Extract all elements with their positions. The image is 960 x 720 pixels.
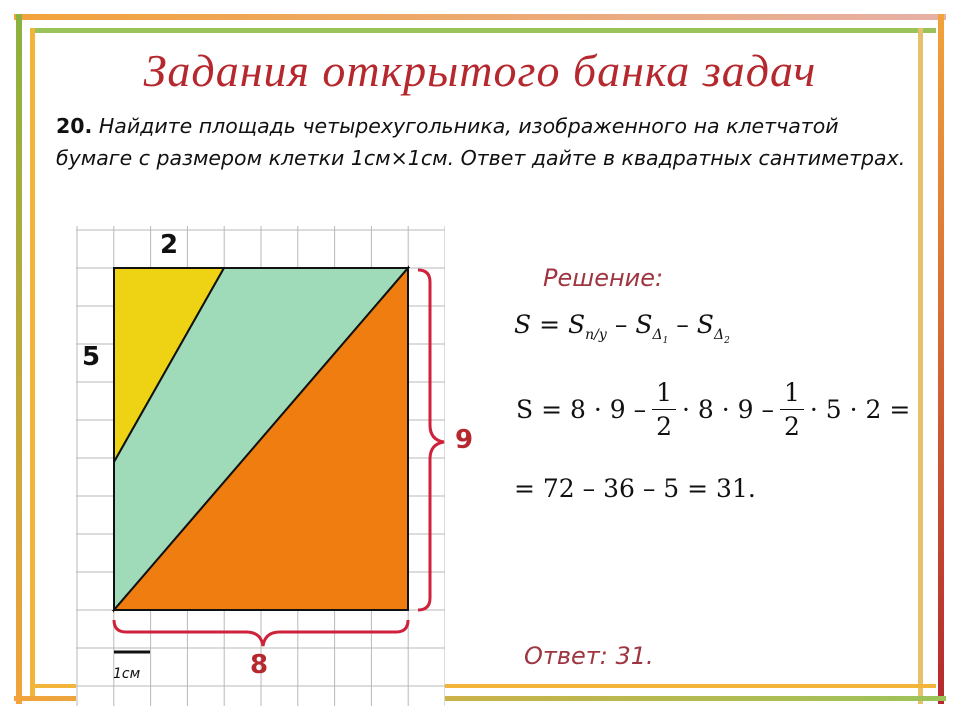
- label-right-height: 9: [455, 425, 474, 455]
- formula-s-t2: S: [696, 310, 714, 339]
- calc-mid: · 8 · 9 –: [681, 395, 774, 424]
- calc-end: · 5 · 2 =: [809, 395, 911, 424]
- fraction-2-denominator: 2: [780, 409, 804, 441]
- formula-sub-rect: п/у: [585, 327, 607, 343]
- formula-sub-t2: Δ: [713, 327, 725, 343]
- solution-label: Решение:: [543, 264, 664, 292]
- formula-minus-2: –: [668, 310, 697, 339]
- unit-label: 1см: [113, 666, 141, 682]
- page-title: Задания открытого банка задач: [143, 45, 817, 96]
- formula-s-t1: S: [635, 310, 653, 339]
- calc-start: S = 8 · 9 –: [516, 395, 647, 424]
- fraction-1-denominator: 2: [652, 409, 676, 441]
- result-line: = 72 – 36 – 5 = 31.: [514, 474, 756, 503]
- formula-eq: =: [531, 310, 568, 339]
- fraction-2-numerator: 1: [783, 378, 800, 407]
- answer-text: Ответ: 31.: [524, 642, 654, 670]
- problem-text: Найдите площадь четырехугольника, изображенного на клетчатой бумаге с размером клетки 1см×1см. Ответ дайте в квадратных сантиметрах.: [56, 114, 906, 170]
- formula-s: S: [514, 310, 532, 339]
- area-formula: [514, 310, 730, 346]
- label-bottom-width: 8: [250, 650, 269, 680]
- formula-sub-t1: Δ: [652, 327, 663, 343]
- formula-s-rect: S: [567, 310, 586, 339]
- fraction-1: [652, 378, 676, 441]
- label-left-height: 5: [82, 342, 101, 372]
- fraction-2: [780, 378, 804, 441]
- formula-sub-t2-idx: 2: [724, 335, 730, 346]
- label-top-width: 2: [160, 230, 179, 260]
- calculation-line: [516, 378, 910, 441]
- formula-minus-1: –: [606, 310, 636, 339]
- formula-sub-t1-idx: 1: [662, 335, 669, 346]
- problem-number: 20.: [56, 114, 93, 138]
- fraction-1-numerator: 1: [656, 378, 672, 407]
